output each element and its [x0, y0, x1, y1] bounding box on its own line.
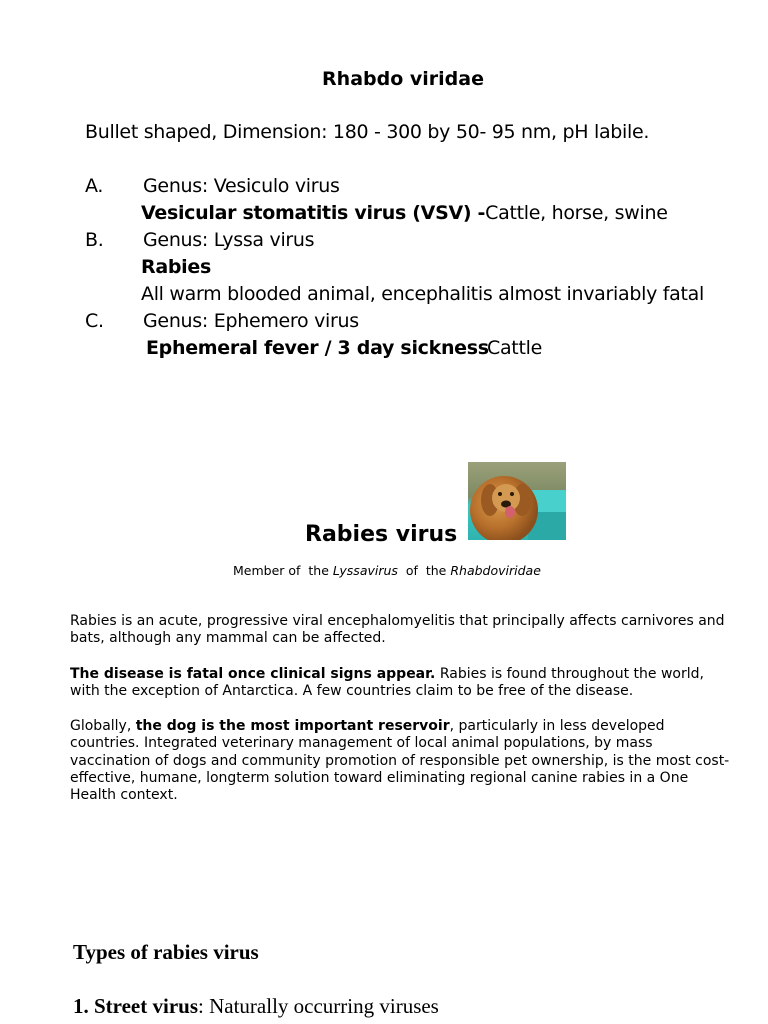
types-item-1-label: 1. Street virus	[73, 994, 199, 1018]
paragraph-2	[70, 666, 730, 701]
subtitle-genus: Lyssavirus	[332, 563, 398, 578]
disease-rabies-name: Rabies	[141, 256, 211, 278]
types-heading: Types of rabies virus	[73, 940, 259, 964]
intro-line: Bullet shaped, Dimension: 180 - 300 by 50- 95 nm, pH labile.	[85, 121, 650, 143]
disease-ephemeral-host: Cattle	[487, 337, 542, 359]
genus-vesiculo: Genus: Vesiculo virus	[143, 175, 340, 197]
rabies-virus-title: Rabies virus	[305, 522, 458, 547]
disease-rabies-note: All warm blooded animal, encephalitis almost invariably fatal	[141, 283, 704, 305]
disease-rabies	[141, 256, 211, 278]
page-title: Rhabdo viridae	[322, 68, 484, 90]
genus-ephemero: Genus: Ephemero virus	[143, 310, 359, 332]
dog-photo	[468, 462, 566, 540]
list-marker-c: C.	[85, 310, 104, 332]
disease-vsv-name: Vesicular stomatitis virus (VSV) -	[141, 202, 486, 224]
disease-vsv	[141, 202, 668, 224]
disease-vsv-hosts: Cattle, horse, swine	[485, 202, 668, 224]
paragraph-3	[70, 718, 730, 804]
paragraph-2-bold: The disease is fatal once clinical signs appear.	[70, 666, 436, 682]
paragraph-3-bold: the dog is the most important reservoir	[135, 718, 450, 734]
list-marker-b: B.	[85, 229, 104, 251]
rabies-virus-subtitle	[233, 563, 541, 578]
types-item-1	[73, 994, 439, 1019]
paragraph-3-rest: , particularly in less developed countries. Integrated veterinary management of local animal populations, by mass vaccination of dogs and community promotion of responsible pet ownership, is the most cost-effective, humane, longterm solution toward eliminating regional canine rabies in a One Health context.	[70, 718, 730, 804]
paragraph-2-rest: Rabies is found throughout the world, with the exception of Antarctica. A few countries claim to be free of the disease.	[70, 666, 704, 700]
subtitle-prefix: Member of the	[233, 563, 333, 578]
subtitle-mid: of the	[397, 563, 451, 578]
subtitle-family: Rhabdoviridae	[450, 563, 541, 578]
types-item-1-desc: : Naturally occurring viruses	[198, 994, 439, 1018]
genus-lyssa: Genus: Lyssa virus	[143, 229, 315, 251]
paragraph-3-start: Globally,	[70, 718, 136, 734]
paragraph-1: Rabies is an acute, progressive viral encephalomyelitis that principally affects carnivores and bats, although any mammal can be affected.	[70, 613, 725, 647]
disease-ephemeral-name: Ephemeral fever / 3 day sickness	[146, 337, 489, 359]
disease-ephemeral	[146, 337, 489, 359]
list-marker-a: A.	[85, 175, 104, 197]
